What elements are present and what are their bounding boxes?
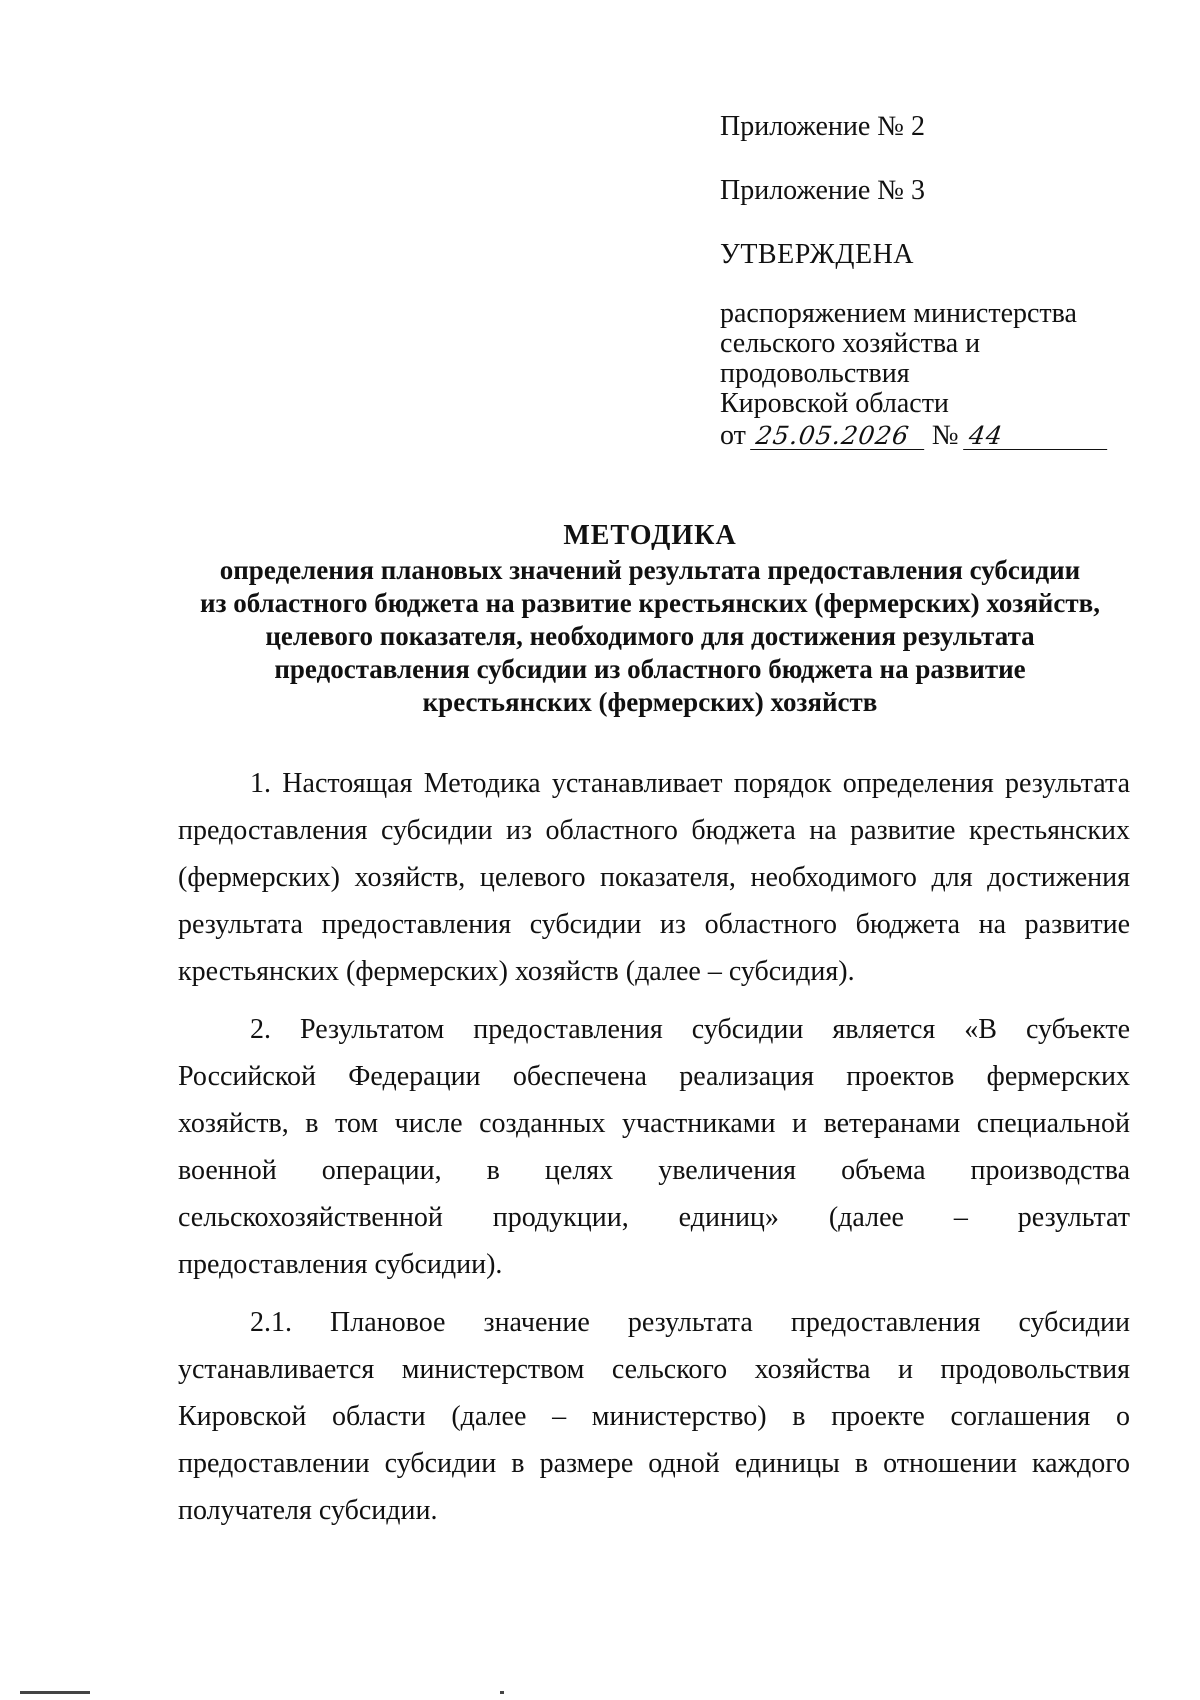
paragraph-line: предоставления субсидии из областного бюджета на развитие крестьянских	[178, 815, 1130, 846]
approved-by-line: сельского хозяйства и	[720, 328, 981, 359]
paragraph-line: сельскохозяйственной продукции, единиц» (далее – результат	[178, 1202, 1130, 1233]
approved-by-line: Кировской области	[720, 388, 949, 419]
paragraph-line: хозяйств, в том числе созданных участниками и ветеранами специальной	[178, 1108, 1130, 1139]
date-number-line	[720, 421, 1140, 451]
annex-3-label: Приложение № 3	[720, 175, 925, 206]
paragraph-line: крестьянских (фермерских) хозяйств (далее – субсидия).	[178, 956, 855, 987]
paragraph-line: военной операции, в целях увеличения объема производства	[178, 1155, 1130, 1186]
subtitle-line: целевого показателя, необходимого для достижения результата	[265, 621, 1035, 651]
approved-label: УТВЕРЖДЕНА	[720, 239, 915, 270]
subtitle-line: определения плановых значений результата предоставления субсидии	[219, 555, 1081, 585]
handwritten-number: 44	[963, 423, 1111, 450]
subtitle-line: крестьянских (фермерских) хозяйств	[422, 687, 878, 717]
scan-artifact	[500, 1691, 504, 1694]
paragraph-line: 2.1. Плановое значение результата предоставления субсидии	[250, 1307, 1130, 1338]
paragraph-2-1	[178, 1299, 1130, 1534]
paragraph-line: 2. Результатом предоставления субсидии является «В субъекте	[250, 1014, 1130, 1045]
paragraph-1	[178, 760, 1130, 995]
paragraph-line: Российской Федерации обеспечена реализация проектов фермерских	[178, 1061, 1130, 1092]
subtitle-line: предоставления субсидии из областного бюджета на развитие	[274, 654, 1026, 684]
paragraph-line: Кировской области (далее – министерство) в проекте соглашения о	[178, 1401, 1130, 1432]
paragraph-line: результата предоставления субсидии из областного бюджета на развитие	[178, 909, 1130, 940]
document-title: МЕТОДИКА	[563, 520, 737, 551]
scan-artifact	[20, 1691, 90, 1694]
paragraph-line: предоставлении субсидии в размере одной единицы в отношении каждого	[178, 1448, 1130, 1479]
paragraph-line: предоставления субсидии).	[178, 1249, 503, 1280]
paragraph-line: получателя субсидии.	[178, 1495, 438, 1526]
document-title-block	[140, 518, 1160, 719]
paragraph-2	[178, 1006, 1130, 1288]
date-prefix: от	[720, 420, 746, 451]
approved-by-line: распоряжением министерства	[720, 298, 1077, 329]
annex-2-label: Приложение № 2	[720, 111, 925, 142]
paragraph-line: устанавливается министерством сельского хозяйства и продовольствия	[178, 1354, 1130, 1385]
paragraph-line: 1. Настоящая Методика устанавливает порядок определения результата	[250, 768, 1130, 799]
approval-header	[720, 113, 1140, 451]
document-body	[178, 760, 1130, 1545]
paragraph-line: (фермерских) хозяйств, целевого показателя, необходимого для достижения	[178, 862, 1130, 893]
number-sign: №	[931, 420, 959, 451]
handwritten-date: 25.05.2026	[750, 423, 928, 450]
approved-by-line: продовольствия	[720, 358, 910, 389]
subtitle-line: из областного бюджета на развитие крестьянских (фермерских) хозяйств,	[200, 588, 1100, 618]
approved-by-block	[720, 299, 1140, 419]
